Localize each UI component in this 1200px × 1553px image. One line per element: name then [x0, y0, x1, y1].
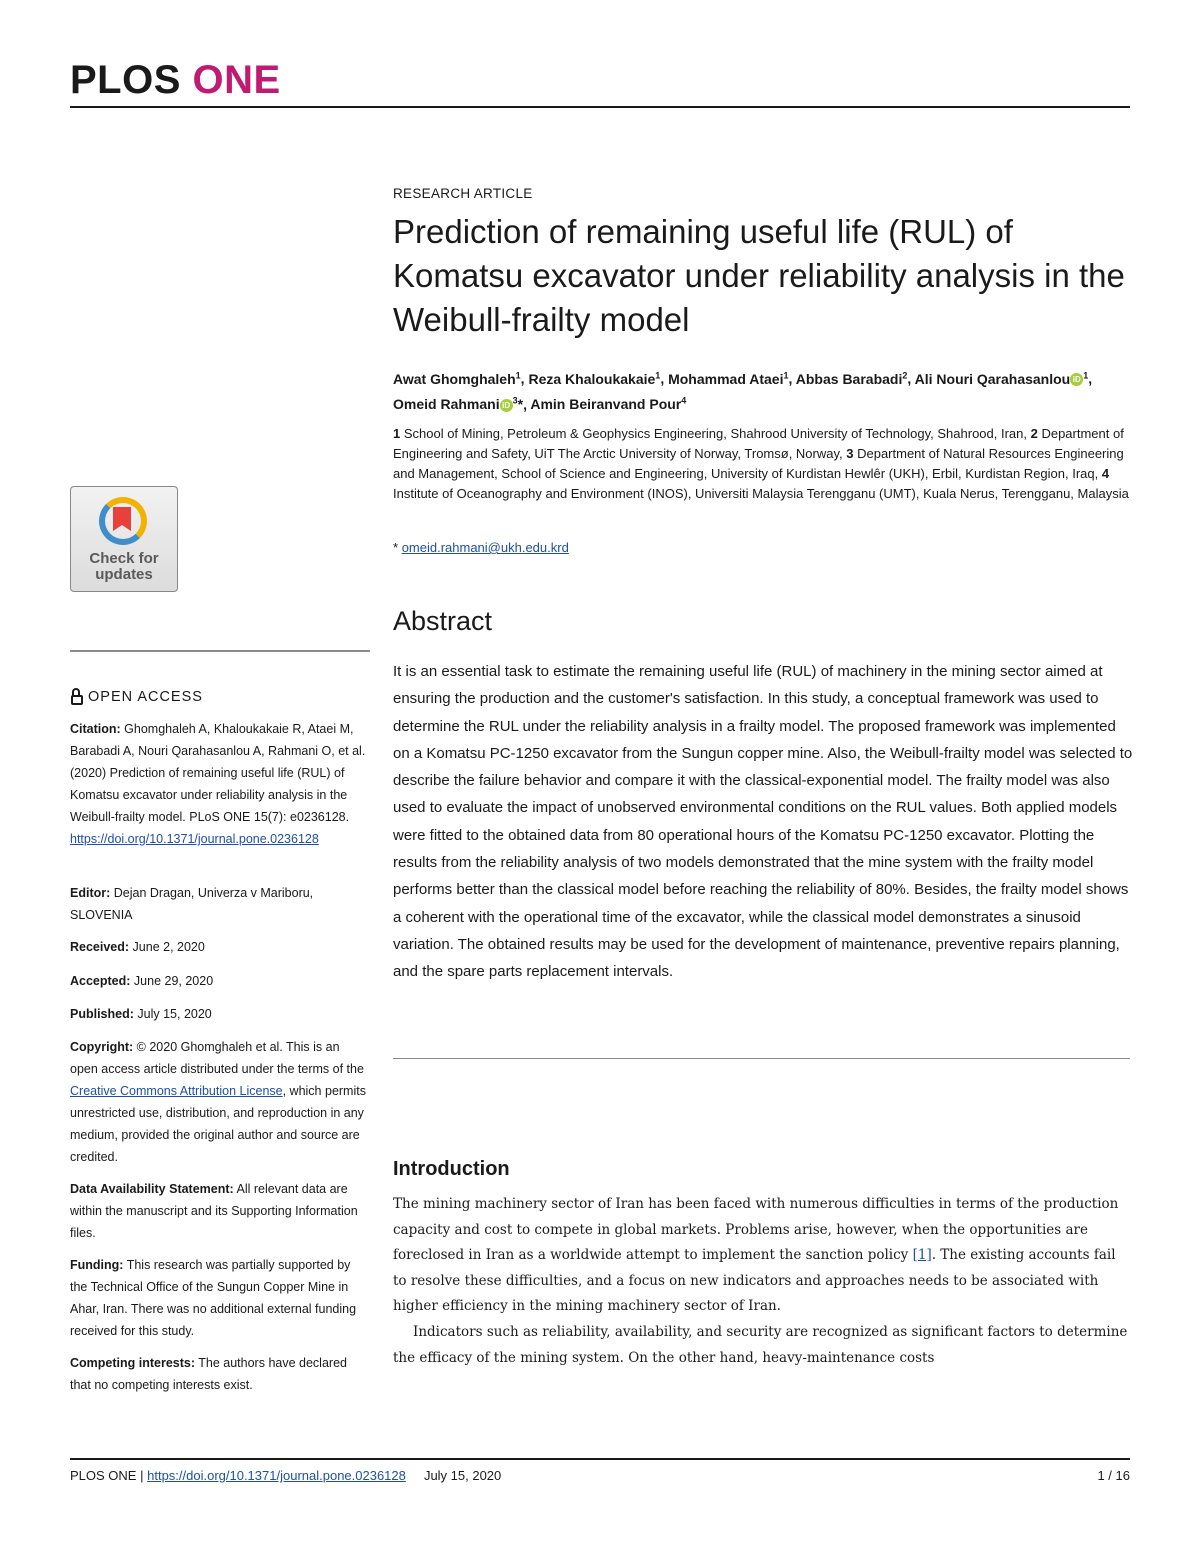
open-lock-icon	[70, 688, 84, 706]
intro-paragraph-2: Indicators such as reliability, availability, and security are recognized as significant factors to determine the efficacy of the mining system. On the other hand, heavy-maintenance costs	[393, 1323, 1128, 1366]
author-name[interactable]: Mohammad Ataei$^1$	[668, 370, 789, 387]
author-affiliation-number: 1	[1083, 370, 1089, 380]
affiliation: 1 School of Mining, Petroleum & Geophysics Engineering, Shahrood University of Technology, Shahrood, Iran,	[393, 426, 1031, 441]
received-date: Received: June 2, 2020	[70, 940, 205, 954]
author-affiliation-number: 2	[902, 370, 908, 380]
logo-one: ONE	[192, 58, 281, 102]
check-for-updates-badge[interactable]	[70, 486, 178, 592]
copyright-block: Copyright: © 2020 Ghomghaleh et al. This is an open access article distributed under the terms of the Creative Commons Attribution License, which permits unrestricted use, distribution, and reproduction in any medium, provided the original author and source are credited.	[70, 1040, 366, 1164]
author-list: Awat Ghomghaleh$^1$, Reza Khaloukakaie$^1$, Mohammad Ataei$^1$, Abbas Barabadi$^2$, Ali Nouri Qarahasanlou iD $^1$, Omeid Rahmani iD $^3$*, Amin Beiranvand Pour$^4$	[393, 370, 1093, 413]
corresponding-email: * omeid.rahmani@ukh.edu.krd	[393, 540, 569, 555]
page-footer: PLOS ONE | https://doi.org/10.1371/journal.pone.0236128 July 15, 2020	[70, 1468, 502, 1483]
orcid-icon[interactable]: iD	[1070, 373, 1083, 386]
article-title: Prediction of remaining useful life (RUL) of Komatsu excavator under reliability analysis in the Weibull-frailty model	[393, 213, 1125, 338]
author-affiliation-number: 4	[681, 395, 687, 406]
author-name[interactable]: Omeid Rahmani iD $^3$*	[393, 395, 524, 413]
badge-label: Check for updates	[89, 550, 159, 583]
email-link[interactable]: omeid.rahmani@ukh.edu.krd	[401, 540, 569, 555]
abstract-heading: Abstract	[393, 606, 493, 636]
author-name[interactable]: Ali Nouri Qarahasanlou iD $^1$	[914, 370, 1089, 387]
affiliation: 3 Department of Natural Resources Engineering and Management, School of Science and Engineering, University of Kurdistan Hewlêr (UKH), Erbil, Kurdistan Region, Iraq,	[393, 446, 1124, 481]
author-affiliation-number: 1	[655, 370, 661, 380]
author-name[interactable]: Abbas Barabadi$^2$	[795, 370, 908, 387]
introduction-text	[393, 1192, 1133, 1371]
author-affiliation-number: 1	[783, 370, 789, 380]
data-availability-block: Data Availability Statement: All relevant data are within the manuscript and its Supporting Information files.	[70, 1182, 358, 1240]
affiliation: 2 Department of Engineering and Safety, UiT The Arctic University of Norway, Tromsø, Norway,	[393, 426, 1124, 461]
author-affiliation-number: 3	[512, 395, 518, 406]
funding-block: Funding: This research was partially supported by the Technical Office of the Sungun Copper Mine in Ahar, Iran. There was no additional external funding received for this study.	[70, 1258, 357, 1338]
orcid-icon[interactable]: iD	[500, 399, 513, 412]
abstract-text: It is an essential task to estimate the remaining useful life (RUL) of machinery in the mining sector aimed at ensuring the production and the customer's satisfaction. In this study, a conceptual framework was used to determine the RUL under the reliability analysis in a frailty model. The proposed framework was implemented on a Komatsu PC-1250 excavator from the Sungun copper mine. Also, the Weibull-frailty model was selected to describe the failure behavior and compare it with the classical-exponential model. The frailty model was also used to evaluate the impact of unobserved environmental conditions on the RUL values. Both applied models were fitted to the obtained data from 80 operational hours of the Komatsu PC-1250 excavator. Plotting the results from the reliability analysis of two models demonstrated that the mine system with the frailty model performs better than the classical model before reaching the reliability of 80%. Besides, the frailty model shows a coherent with the operational time of the excavator, while the classical model demonstrates a sinusoid variation. The obtained results may be used for the development of maintenance, preventive repairs planning, and the spare parts replacement intervals.	[393, 663, 1133, 981]
author-affiliation-number: 1	[515, 370, 521, 380]
logo-plos: PLOS	[70, 58, 181, 102]
article-type: RESEARCH ARTICLE	[393, 186, 533, 201]
citation-block: Citation: Ghomghaleh A, Khaloukakaie R, Ataei M, Barabadi A, Nouri Qarahasanlou A, Rahmani O, et al. (2020) Prediction of remaining useful life (RUL) of Komatsu excavator under reliability analysis in the Weibull-frailty model. PLoS ONE 15(7): e0236128. https://doi.org/10.1371/journal.pone.0236128	[70, 722, 366, 846]
author-name[interactable]: Amin Beiranvand Pour$^4$	[530, 395, 687, 413]
abstract-divider	[393, 1058, 1130, 1059]
affiliation: 4 Institute of Oceanography and Environment (INOS), Universiti Malaysia Terengganu (UMT), Kuala Nerus, Terengganu, Malaysia	[393, 466, 1129, 501]
license-link[interactable]: Creative Commons Attribution License	[70, 1084, 283, 1098]
editor-block: Editor: Dejan Dragan, Univerza v Mariboru, SLOVENIA	[70, 886, 314, 922]
competing-interests-block: Competing interests: The authors have declared that no competing interests exist.	[70, 1356, 347, 1392]
open-access-label: OPEN ACCESS	[70, 688, 203, 706]
affiliations	[393, 424, 1133, 504]
published-date: Published: July 15, 2020	[70, 1007, 212, 1021]
footer-doi-link[interactable]: https://doi.org/10.1371/journal.pone.0236128	[147, 1468, 406, 1483]
header-divider	[70, 106, 1130, 108]
footer-date: July 15, 2020	[423, 1468, 502, 1483]
author-name[interactable]: Reza Khaloukakaie$^1$	[528, 370, 661, 387]
accepted-date: Accepted: June 29, 2020	[70, 974, 214, 988]
page-number: 1 / 16	[1097, 1468, 1130, 1483]
footer-divider	[70, 1458, 1130, 1460]
sidebar-divider	[70, 650, 370, 652]
introduction-heading: Introduction	[393, 1158, 510, 1180]
author-name[interactable]: Awat Ghomghaleh$^1$	[393, 370, 521, 387]
citation-doi-link[interactable]: https://doi.org/10.1371/journal.pone.0236128	[70, 832, 319, 846]
reference-link[interactable]: [1]	[912, 1247, 932, 1264]
journal-logo	[70, 58, 281, 103]
intro-paragraph-1: The mining machinery sector of Iran has been faced with numerous difficulties in terms of the production capacity and cost to compete in global markets. Problems arise, however, when the opportunities are foreclosed in Iran as a worldwide attempt to implement the sanction policy [1]. The existing accounts fail to resolve these difficulties, and a focus on new indicators and approaches needs to be associated with higher efficiency in the mining machinery sector of Iran.	[393, 1196, 1119, 1315]
